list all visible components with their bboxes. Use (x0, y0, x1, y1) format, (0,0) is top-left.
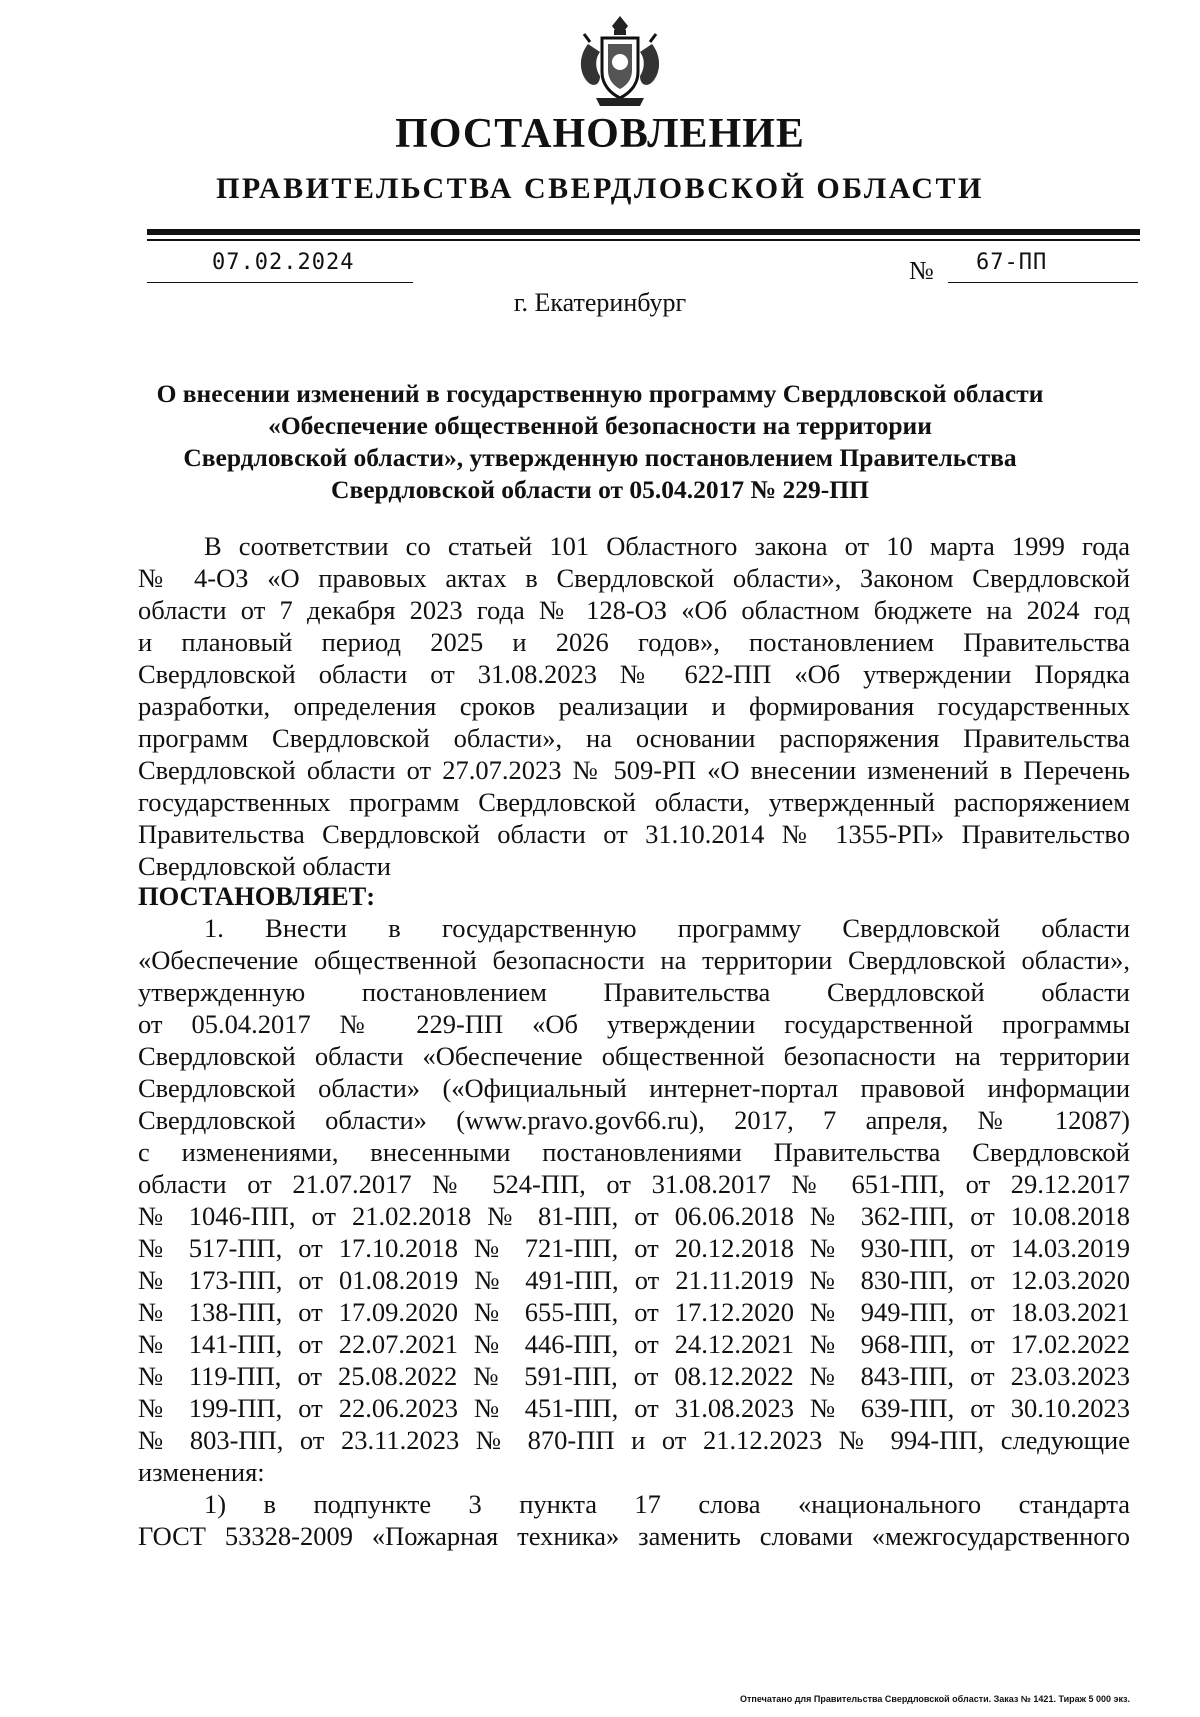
preamble-line: № 4-ОЗ «О правовых актах в Свердловской области», Законом Свердловской (138, 563, 1130, 593)
heading-line: Свердловской области», утвержденную постановлением Правительства (183, 443, 1017, 472)
heading-line: О внесении изменений в государственную программу Свердловской области (156, 379, 1044, 408)
print-footer: Отпечатано для Правительства Свердловской области. Заказ № 1421. Тираж 5 000 экз. (740, 1694, 1130, 1704)
item1-line: № 173-ПП, от 01.08.2019 № 491-ПП, от 21.11.2019 № 830-ПП, от 12.03.2020 (138, 1265, 1130, 1295)
item1-line: изменения: (138, 1457, 265, 1487)
preamble-line: Правительства Свердловской области от 31.10.2014 № 1355-РП» Правительство (138, 819, 1130, 849)
number-underline (948, 282, 1138, 283)
number-sign: № (909, 256, 934, 285)
item1-line: Свердловской области» («Официальный интернет-портал правовой информации (138, 1073, 1130, 1103)
date-underline (147, 282, 413, 283)
item1-line: № 141-ПП, от 22.07.2021 № 446-ПП, от 24.12.2021 № 968-ПП, от 17.02.2022 (138, 1329, 1130, 1359)
heading-line: «Обеспечение общественной безопасности на территории (268, 411, 932, 440)
item1-line: «Обеспечение общественной безопасности на территории Свердловской области», (138, 945, 1130, 975)
coat-of-arms-icon (570, 14, 670, 114)
preamble-line: Свердловской области от 31.08.2023 № 622-ПП «Об утверждении Порядка (138, 659, 1130, 689)
city: г. Екатеринбург (513, 288, 687, 317)
preamble-line: и плановый период 2025 и 2026 годов», постановлением Правительства (138, 627, 1130, 657)
document-date: 07.02.2024 (212, 250, 355, 275)
item1-line: от 05.04.2017 № 229-ПП «Об утверждении государственной программы (138, 1009, 1130, 1039)
document-number: 67-ПП (976, 250, 1048, 275)
document-heading (120, 378, 1080, 506)
item1-line: № 803-ПП, от 23.11.2023 № 870-ПП и от 21.12.2023 № 994-ПП, следующие (138, 1425, 1130, 1455)
preamble-line: государственных программ Свердловской области, утвержденный распоряжением (138, 787, 1130, 817)
item1-line: 1. Внести в государственную программу Свердловской области (204, 913, 1130, 943)
item1-line: № 138-ПП, от 17.09.2020 № 655-ПП, от 17.12.2020 № 949-ПП, от 18.03.2021 (138, 1297, 1130, 1327)
preamble-line: программ Свердловской области», на основании распоряжения Правительства (138, 723, 1130, 753)
item1-line: № 1046-ПП, от 21.02.2018 № 81-ПП, от 06.06.2018 № 362-ПП, от 10.08.2018 (138, 1201, 1130, 1231)
decree-word: ПОСТАНОВЛЯЕТ: (138, 881, 376, 911)
item1-line: с изменениями, внесенными постановлениями Правительства Свердловской (138, 1137, 1130, 1167)
item1-line: Свердловской области» (www.pravo.gov66.ru), 2017, 7 апреля, № 12087) (138, 1105, 1130, 1135)
header-rule-thin (147, 239, 1140, 241)
preamble-line: Свердловской области (138, 851, 391, 881)
preamble-line: области от 7 декабря 2023 года № 128-ОЗ «Об областном бюджете на 2024 год (138, 595, 1130, 625)
document-title: ПОСТАНОВЛЕНИЕ (395, 111, 805, 157)
header-rule-thick (147, 229, 1140, 235)
item1-line: утвержденную постановлением Правительства Свердловской области (138, 977, 1130, 1007)
preamble-line: В соответствии со статьей 101 Областного закона от 10 марта 1999 года (204, 531, 1130, 561)
item1-line: № 517-ПП, от 17.10.2018 № 721-ПП, от 20.12.2018 № 930-ПП, от 14.03.2019 (138, 1233, 1130, 1263)
item1-line: № 119-ПП, от 25.08.2022 № 591-ПП, от 08.12.2022 № 843-ПП, от 23.03.2023 (138, 1361, 1130, 1391)
item1-line: № 199-ПП, от 22.06.2023 № 451-ПП, от 31.08.2023 № 639-ПП, от 30.10.2023 (138, 1393, 1130, 1423)
subitem1-line: 1) в подпункте 3 пункта 17 слова «национального стандарта (204, 1489, 1130, 1519)
item1-line: области от 21.07.2017 № 524-ПП, от 31.08.2017 № 651-ПП, от 29.12.2017 (138, 1169, 1130, 1199)
preamble-line: разработки, определения сроков реализации и формирования государственных (138, 691, 1130, 721)
preamble-line: Свердловской области от 27.07.2023 № 509-РП «О внесении изменений в Перечень (138, 755, 1130, 785)
subitem1-line: ГОСТ 53328-2009 «Пожарная техника» заменить словами «межгосударственного (138, 1521, 1130, 1551)
heading-line: Свердловской области от 05.04.2017 № 229-ПП (331, 475, 869, 504)
item1-line: Свердловской области «Обеспечение общественной безопасности на территории (138, 1041, 1130, 1071)
document-subtitle: ПРАВИТЕЛЬСТВА СВЕРДЛОВСКОЙ ОБЛАСТИ (216, 172, 984, 205)
